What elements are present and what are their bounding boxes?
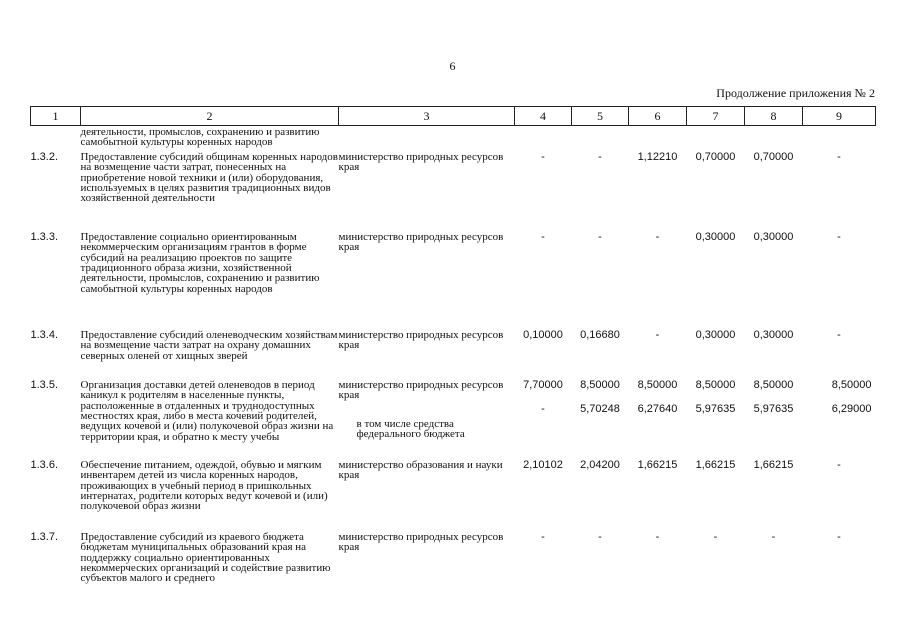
value-col7: - (713, 530, 718, 543)
page-number: 6 (449, 59, 456, 73)
col-header-5: 5 (572, 107, 629, 126)
table-row (31, 380, 876, 460)
value-col6: 1,12210 (637, 150, 678, 163)
col-header-8: 8 (745, 107, 803, 126)
col-header-3: 3 (339, 107, 515, 126)
value-sub: 6,27640 (637, 403, 678, 416)
value-col4: - (541, 150, 545, 163)
value-col8: 1,66215 (753, 458, 794, 471)
value-main: 8,50000 (637, 378, 678, 391)
value-col9: - (837, 230, 841, 243)
col-header-4: 4 (515, 107, 572, 126)
value-sub: 6,29000 (831, 403, 872, 416)
value-main: 8,50000 (695, 378, 736, 391)
value-col5: - (598, 150, 602, 163)
value-col5: 2,04200 (580, 458, 620, 471)
row-number: 1.3.5. (30, 378, 59, 391)
value-col6: 1,66215 (637, 458, 678, 471)
row-org: министерство природных ресурсов края (338, 150, 504, 174)
value-main: 7,70000 (523, 378, 563, 391)
value-sub: - (541, 403, 545, 416)
value-main: 8,50000 (580, 378, 620, 391)
row-org-main: министерство природных ресурсов края (338, 378, 504, 402)
row-org (339, 380, 515, 460)
value-col4 (515, 380, 572, 460)
col-header-2: 2 (81, 107, 339, 126)
row-name: Предоставление субсидий оленеводческим хозяйствам на возмещение части затрат на охрану домашних северных оленей от хищных зверей (80, 328, 338, 362)
value-col7: 0,30000 (695, 328, 736, 341)
value-col7: 0,70000 (695, 150, 736, 163)
value-col5: - (598, 230, 602, 243)
col-header-1: 1 (31, 107, 81, 126)
row-number: 1.3.2. (30, 150, 59, 163)
value-col8 (745, 380, 803, 460)
continuation-label: Продолжение приложения № 2 (716, 86, 875, 100)
row-org: министерство природных ресурсов края (338, 230, 504, 254)
col-header-7: 7 (687, 107, 745, 126)
value-main: 8,50000 (831, 378, 872, 391)
value-col8: - (771, 530, 776, 543)
value-col4: - (541, 530, 545, 543)
value-sub: 5,97635 (753, 403, 794, 416)
table-row (31, 460, 876, 532)
row-number: 1.3.3. (30, 230, 59, 243)
value-col7: 1,66215 (695, 458, 736, 471)
value-col9: - (837, 530, 841, 543)
row-org: министерство образования и науки края (338, 458, 503, 482)
program-table (30, 106, 876, 584)
row-name: Обеспечение питанием, одеждой, обувью и мягким инвентарем детей из числа коренных народов, проживающих в учебный период в пришкольных интернатах, родители которых ведут кочевой и (или) полукочевой образ жизни (80, 458, 328, 513)
value-col6: - (655, 530, 660, 543)
row-sub-org: в том числе средства федерального бюджета (356, 417, 465, 441)
value-col9: - (837, 458, 841, 471)
value-col8: 0,30000 (753, 328, 794, 341)
row-number: 1.3.7. (30, 530, 59, 543)
value-col5: 0,16680 (580, 328, 620, 341)
value-col8: 0,70000 (753, 150, 794, 163)
row-name: Организация доставки детей оленеводов в период каникул к родителям в населенные пункты, расположенные в отдаленных и труднодоступных местностях края, либо в места кочевий родителей, ведущих кочевой и (или) полукочевой образ жизни на территории края, и обратно к месту учебы (80, 378, 334, 443)
value-col4: 0,10000 (523, 328, 563, 341)
value-sub: 5,97635 (695, 403, 736, 416)
value-main: 8,50000 (753, 378, 794, 391)
col-header-9: 9 (803, 107, 876, 126)
carry-over-text: деятельности, промыслов, сохранению и развитию самобытной культуры коренных народов (80, 126, 320, 149)
value-col6 (629, 380, 687, 460)
row-name: Предоставление субсидий из краевого бюджета бюджетам муниципальных образований края на поддержку социально ориентированных некоммерческих организаций и содействие развитию субъектов малого и среднего (80, 530, 331, 585)
value-col5 (572, 380, 629, 460)
value-col5: - (598, 530, 602, 543)
row-name: Предоставление социально ориентированным некоммерческим организациям грантов в форме субсидий на реализацию проектов по защите традиционного образа жизни, хозяйственной деятельности, промыслов, сохранению и развитию самобытной культуры коренных народов (80, 230, 320, 295)
table-row (31, 532, 876, 584)
value-sub: 5,70248 (580, 403, 620, 416)
table-row (31, 232, 876, 330)
row-org: министерство природных ресурсов края (338, 328, 504, 352)
value-col6: - (655, 230, 660, 243)
value-col8: 0,30000 (753, 230, 794, 243)
value-col9: - (837, 328, 841, 341)
value-col9 (803, 380, 876, 460)
value-col7: 0,30000 (695, 230, 736, 243)
table-row (31, 330, 876, 380)
col-header-6: 6 (629, 107, 687, 126)
row-number: 1.3.4. (30, 328, 59, 341)
row-name: Предоставление субсидий общинам коренных народов на возмещение части затрат, понесенных на приобретение новой техники и (или) оборудования, используемых в целях развития традиционных видов хозяйственной деятельности (80, 150, 338, 205)
value-col4: - (541, 230, 545, 243)
carry-over-row (31, 126, 876, 152)
header-row (31, 107, 876, 126)
row-org: министерство природных ресурсов края (338, 530, 504, 554)
value-col6: - (655, 328, 660, 341)
value-col4: 2,10102 (523, 458, 563, 471)
table-row (31, 152, 876, 232)
value-col9: - (837, 150, 841, 163)
value-col7 (687, 380, 745, 460)
row-number: 1.3.6. (30, 458, 59, 471)
